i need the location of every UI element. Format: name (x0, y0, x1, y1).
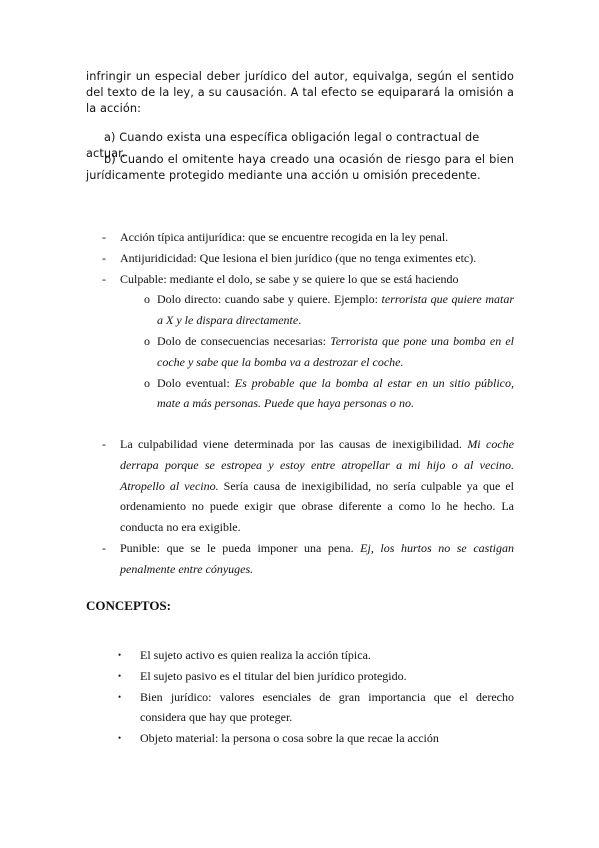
sublist-item (144, 331, 514, 373)
list-item-text: Culpable: mediante el dolo, se sabe y se quiere lo que se está haciendo (120, 271, 459, 286)
bullet-marker: • (118, 733, 122, 744)
dash-marker: - (102, 540, 106, 555)
list-item (102, 227, 514, 248)
example-text: terrorista que quiere matar a X y le dispara directamente (157, 292, 514, 328)
circle-marker: o (144, 292, 150, 307)
list-item (118, 728, 514, 749)
circle-marker: o (144, 333, 150, 348)
example-text: Ej, los hurtos no se castigan penalmente entre cónyuges. (120, 540, 514, 576)
list-item (102, 248, 514, 269)
list-item (102, 269, 514, 290)
list-item (118, 687, 514, 729)
sublist-item-text: Dolo eventual: Es probable que la bomba al estar en un sitio público, mate a más personas. Puede que haya personas o no. (157, 375, 514, 411)
example-text: Es probable que la bomba al estar en un sitio público, mate a más personas. Puede que haya personas o no. (157, 375, 514, 411)
dash-marker: - (102, 271, 106, 286)
list-item (102, 434, 514, 538)
concepts-list (118, 645, 514, 749)
list-item-text: La culpabilidad viene determinada por las causas de inexigibilidad. Mi coche derrapa porque se estropea y estoy entre atropellar a mi hijo o al vecino. Atropello al vecino. Sería causa de inexigibilidad, no sería culpable ya que el ordenamiento no puede exigir que obrase diferente a como lo he hecho. La conducta no era exigible. (120, 437, 515, 535)
section-heading: CONCEPTOS: (86, 598, 171, 613)
dash-marker: - (102, 250, 106, 265)
list-item (118, 666, 514, 687)
list-item-text: Bien jurídico: valores esenciales de gran importancia que el derecho considera que hay que proteger. (140, 689, 514, 725)
sublist-item (144, 289, 514, 331)
sublist-item-text: Dolo directo: cuando sabe y quiere. Ejemplo: terrorista que quiere matar a X y le dispara directamente. (157, 292, 514, 328)
paragraph-a: a) Cuando exista una específica obligación legal o contractual de actuar. (86, 131, 480, 160)
intro-paragraph: infringir un especial deber jurídico del autor, equivalga, según el sentido del texto de la ley, a su causación. A tal efecto se equiparará la omisión a la acción: (86, 70, 514, 115)
list-item-text: Punible: que se le pueda imponer una pena. Ej, los hurtos no se castigan penalmente entre cónyuges. (120, 540, 514, 576)
bullet-marker: • (118, 650, 122, 660)
list-item (118, 645, 514, 666)
list-item-text: El sujeto activo es quien realiza la acción típica. (140, 648, 371, 662)
elements-list (102, 227, 514, 414)
sublist-item (144, 373, 514, 415)
list-item-text: El sujeto pasivo es el titular del bien jurídico protegido. (140, 668, 407, 683)
list-item-text: Antijuridicidad: Que lesiona el bien jurídico (que no tenga eximentes etc). (120, 250, 477, 265)
bullet-marker: • (118, 691, 122, 702)
list-item-text: Acción típica antijurídica: que se encuentre recogida en la ley penal. (120, 230, 449, 244)
sublist-item-text: Dolo de consecuencias necesarias: Terrorista que pone una bomba en el coche y sabe que la bomba va a destrozar el coche. (157, 333, 515, 369)
example-text: Terrorista que pone una bomba en el coche y sabe que la bomba va a destrozar el coche. (157, 333, 515, 369)
list-item-text: Objeto material: la persona o cosa sobre la que recae la acción (140, 731, 439, 746)
paragraph-b: b) Cuando el omitente haya creado una ocasión de riesgo para el bien jurídicamente protegido mediante una acción u omisión precedente. (86, 153, 514, 182)
circle-marker: o (144, 375, 150, 390)
dash-marker: - (102, 437, 106, 451)
bullet-marker: • (118, 670, 122, 681)
list-item (102, 538, 514, 580)
dash-marker: - (102, 230, 106, 244)
example-text: Mi coche derrapa porque se estropea y estoy entre atropellar a mi hijo o al vecino. Atropello al vecino. (120, 437, 515, 493)
culpability-list (102, 434, 514, 580)
